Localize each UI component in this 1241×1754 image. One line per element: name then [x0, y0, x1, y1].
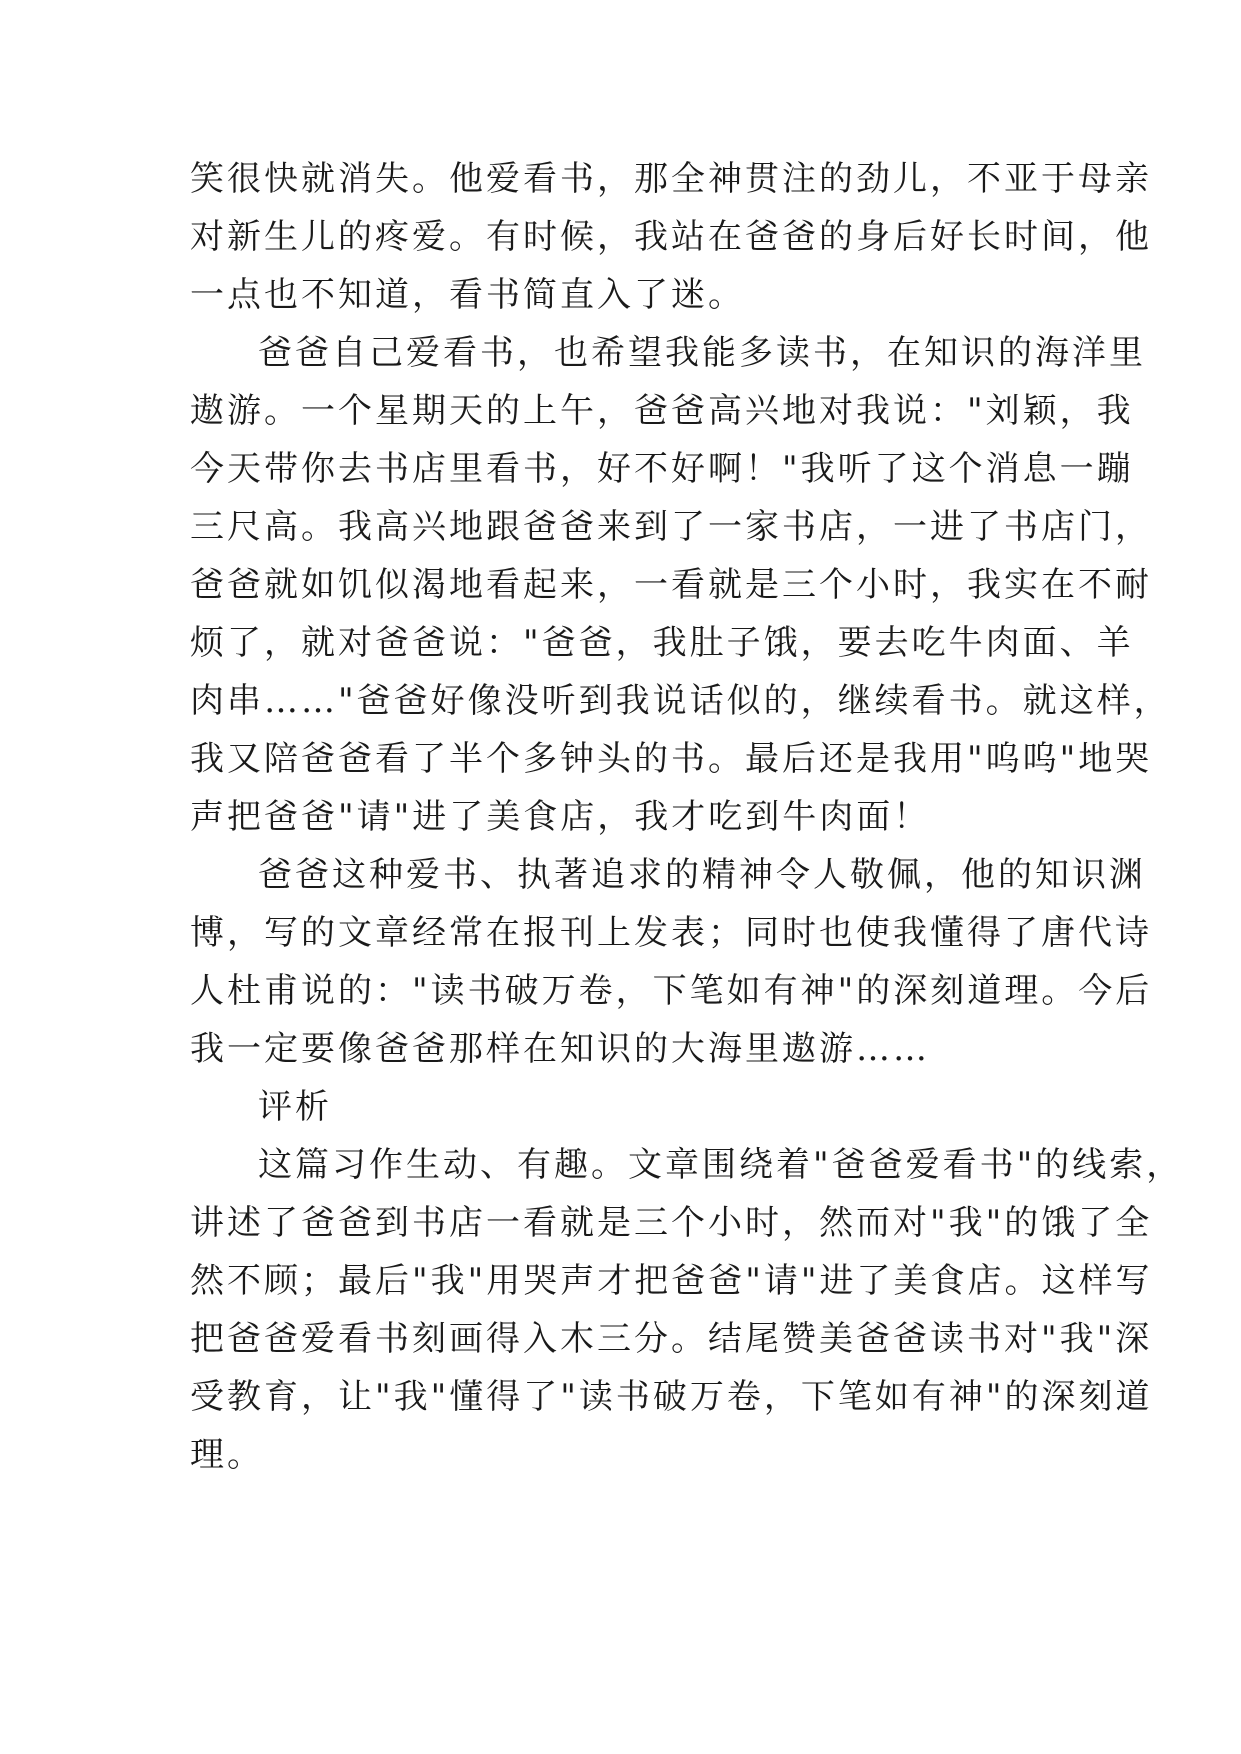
text-line: 然不顾；最后"我"用哭声才把爸爸"请"进了美食店。这样写	[190, 1261, 1153, 1301]
text-line: 一点也不知道，看书简直入了迷。	[190, 275, 745, 315]
text-line: 博，写的文章经常在报刊上发表；同时也使我懂得了唐代诗	[190, 913, 1152, 953]
document-body	[190, 150, 1184, 1484]
text-line: 三尺高。我高兴地跟爸爸来到了一家书店，一进了书店门，	[190, 507, 1152, 547]
text-line: 我又陪爸爸看了半个多钟头的书。最后还是我用"呜呜"地哭	[190, 739, 1153, 779]
text-line: 笑很快就消失。他爱看书，那全神贯注的劲儿，不亚于母亲	[190, 159, 1152, 199]
paragraph-start-line: 爸爸这种爱书、执著追求的精神令人敬佩，他的知识渊	[258, 855, 1146, 895]
text-line: 我一定要像爸爸那样在知识的大海里遨游……	[190, 1029, 930, 1069]
text-line: 肉串……"爸爸好像没听到我说话似的，继续看书。就这样，	[190, 681, 1171, 721]
text-line: 把爸爸爱看书刻画得入木三分。结尾赞美爸爸读书对"我"深	[190, 1319, 1153, 1359]
text-line: 对新生儿的疼爱。有时候，我站在爸爸的身后好长时间，他	[190, 217, 1152, 257]
text-line: 烦了，就对爸爸说："爸爸，我肚子饿，要去吃牛肉面、羊	[190, 623, 1134, 663]
paragraph-start-line: 这篇习作生动、有趣。文章围绕着"爸爸爱看书"的线索，	[258, 1145, 1184, 1185]
text-line: 声把爸爸"请"进了美食店，我才吃到牛肉面！	[190, 797, 931, 837]
text-line: 爸爸就如饥似渴地看起来，一看就是三个小时，我实在不耐	[190, 565, 1152, 605]
section-heading: 评析	[258, 1087, 332, 1127]
text-line: 理。	[190, 1435, 264, 1475]
text-line: 讲述了爸爸到书店一看就是三个小时，然而对"我"的饿了全	[190, 1203, 1153, 1243]
text-line: 人杜甫说的："读书破万卷，下笔如有神"的深刻道理。今后	[190, 971, 1153, 1011]
text-line: 受教育，让"我"懂得了"读书破万卷，下笔如有神"的深刻道	[190, 1377, 1153, 1417]
text-line: 今天带你去书店里看书，好不好啊！"我听了这个消息一蹦	[190, 449, 1134, 489]
text-line: 遨游。一个星期天的上午，爸爸高兴地对我说："刘颖，我	[190, 391, 1134, 431]
paragraph-start-line: 爸爸自己爱看书，也希望我能多读书，在知识的海洋里	[258, 333, 1146, 373]
